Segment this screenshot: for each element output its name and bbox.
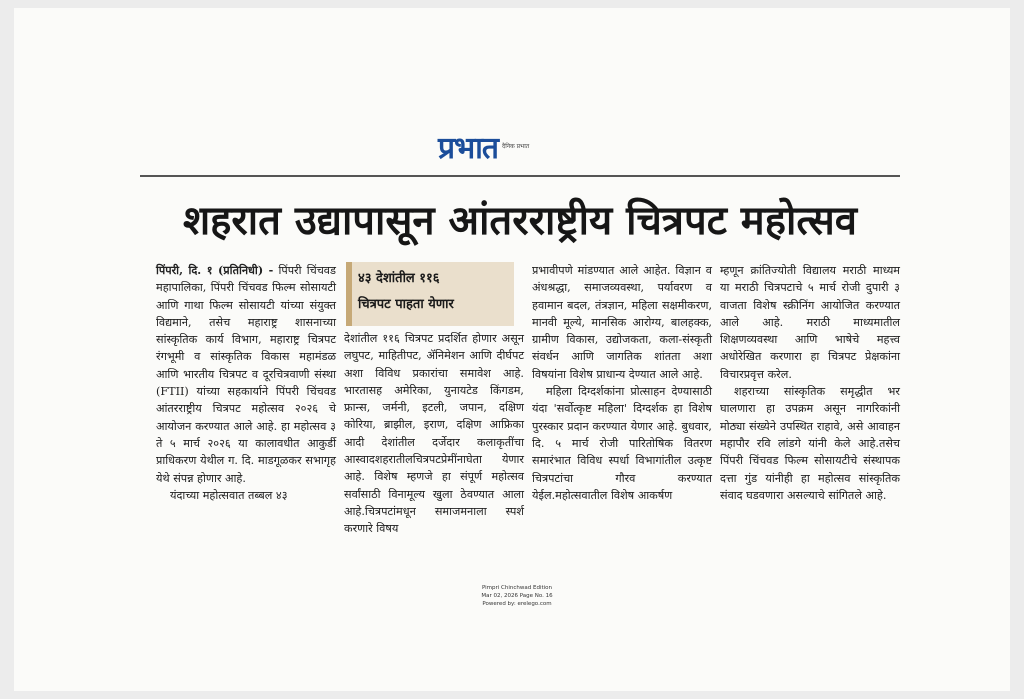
article-column-4 (720, 262, 900, 504)
footer-date-page: Mar 02, 2026 Page No. 16 (481, 593, 553, 599)
subheadline-line-1: ४३ देशांतील ११६ (358, 271, 440, 286)
column-1-paragraph-2: यंदाच्या महोत्सवात तब्बल ४३ (170, 488, 288, 502)
newspaper-logo: प्रभात (438, 130, 499, 166)
article-column-2 (344, 330, 524, 538)
column-1-paragraph-1: पिंपरी चिंचवड महापालिका, पिंपरी चिंचवड फिल्म सोसायटी आणि गाथा फिल्म सोसायटी यांच्या संयुक्त विद्यमाने, तसेच महाराष्ट्र शासनाच्या सांस्कृतिक कार्य विभाग, महाराष्ट्र चित्रपट रंगभूमी व सांस्कृतिक विकास महामंडळ आणि भारतीय चित्रपट व दूरचित्रवाणी संस्था (FTII) यांच्या सहकार्याने पिंपरी चिंचवड आंतरराष्ट्रीय चित्रपट महोत्सव २०२६ चे आयोजन करण्यात आले आहे. हा महोत्सव ३ ते ५ मार्च २०२६ या कालावधीत आकुर्डी प्राधिकरण येथील ग. दि. माडगूळकर सभागृह येथे संपन्न होणार आहे. (156, 264, 337, 485)
article-dateline: पिंपरी, दि. १ (प्रतिनिधी) - (156, 263, 274, 277)
article-column-3 (532, 262, 712, 504)
article-column-1 (156, 262, 336, 504)
column-3-paragraph-1: प्रभावीपणे मांडण्यात आले आहेत. विज्ञान व अंधश्रद्धा, समाजव्यवस्था, पर्यावरण व हवामान बदल, तंत्रज्ञान, महिला सक्षमीकरण, मानवी मूल्ये, मानसिक आरोग्य, बालहक्क, ग्रामीण विकास, उद्योजकता, कला-संस्कृती संवर्धन आणि जागतिक शांतता अशा विषयांना विशेष प्राधान्य देण्यात आले आहे. (532, 264, 712, 381)
column-4-paragraph-2: शहराच्या सांस्कृतिक समृद्धीत भर घालणारा हा उपक्रम असून नागरिकांनी मोठ्या संख्येने उपस्थित राहावे, असे आवाहन महापौर रवि लांडगे यांनी केले आहे.तसेच पिंपरी चिंचवड फिल्म सोसायटीचे संस्थापक दत्ता गुंड यांनीही हा महोत्सव सांस्कृतिक संवाद घडवणारा असल्याचे सांगितले आहे. (720, 385, 900, 502)
column-3-paragraph-2: महिला दिग्दर्शकांना प्रोत्साहन देण्यासाठी यंदा 'सर्वोत्कृष्ट महिला' दिग्दर्शक हा विशेष पुरस्कार प्रदान करण्यात येणार आहे. बुधवार, दि. ५ मार्च रोजी पारितोषिक वितरण समारंभात विविध स्पर्धा विभागांतील उत्कृष्ट चित्रपटांचा गौरव करण्यात येईल.महोत्सवातील विशेष आकर्षण (532, 385, 712, 502)
article-headline: शहरात उद्यापासून आंतरराष्ट्रीय चित्रपट महोत्सव (182, 198, 858, 244)
column-4-paragraph-1: म्हणून क्रांतिज्योती विद्यालय मराठी माध्यम या मराठी चित्रपटाचे ५ मार्च रोजी दुपारी ३ वाजता विशेष स्क्रीनिंग आयोजित करण्यात आले आहे. मराठी माध्यमातील शिक्षणव्यवस्था आणि भाषेचे महत्त्व अधोरेखित करणारा हा चित्रपट प्रेक्षकांना विचारप्रवृत्त करेल. (720, 264, 900, 381)
masthead-divider (140, 175, 900, 177)
edition-footer (462, 584, 572, 608)
footer-edition: Pimpri Chinchwad Edition (481, 585, 553, 591)
subheadline-box (346, 262, 514, 326)
footer-powered-by: Powered by: erelego.com (482, 601, 552, 607)
logo-tagline: दैनिक प्रभात (502, 142, 530, 150)
subheadline-line-2: चित्रपट पाहता येणार (358, 297, 454, 312)
column-2-paragraph-1: देशांतील ११६ चित्रपट प्रदर्शित होणार असून लघुपट, माहितीपट, ॲनिमेशन आणि दीर्घपट अशा विविध प्रकारांचा समावेश आहे. भारतासह अमेरिका, युनायटेड किंगडम, फ्रान्स, जर्मनी, इटली, जपान, दक्षिण कोरिया, ब्राझील, इराण, दक्षिण आफ्रिका आदी देशांतील दर्जेदार कलाकृतींचा आस्वादशहरातीलचित्रपटप्रेमींनाघेता येणार आहे. विशेष म्हणजे हा संपूर्ण महोत्सव सर्वांसाठी विनामूल्य खुला ठेवण्यात आला आहे.चित्रपटांमधून समाजमनाला स्पर्श करणारे विषय (344, 332, 524, 536)
masthead (438, 126, 598, 166)
